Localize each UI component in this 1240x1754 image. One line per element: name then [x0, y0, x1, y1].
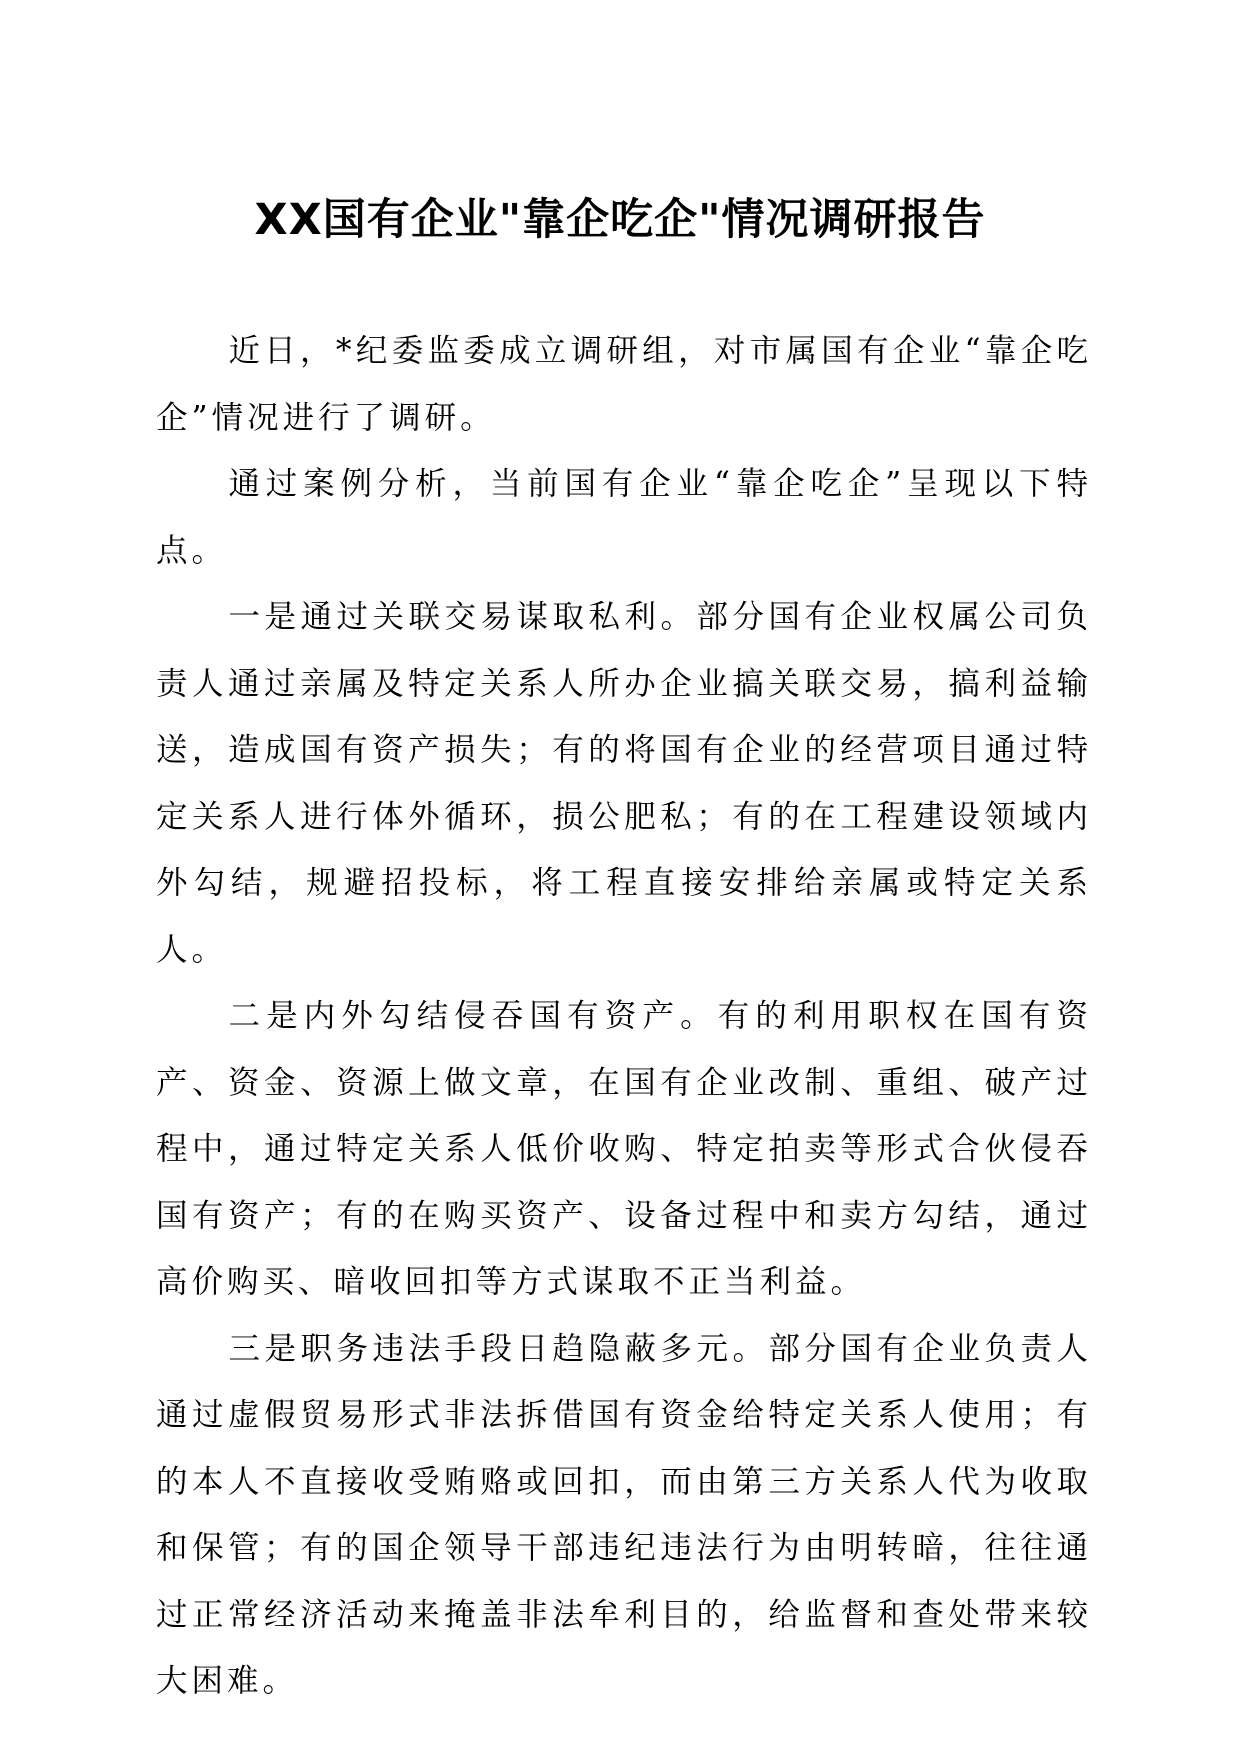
- paragraph-intro: 近日，*纪委监委成立调研组，对市属国有企业“靠企吃企”情况进行了调研。: [156, 333, 1092, 436]
- document-body: [156, 318, 1092, 1715]
- paragraph-point-two: 二是内外勾结侵吞国有资产。有的利用职权在国有资产、资金、资源上做文章，在国有企业改制、重组、破产过程中，通过特定关系人低价收购、特定拍卖等形式合伙侵吞国有资产；有的在购买资产、设备过程中和卖方勾结，通过高价购买、暗收回扣等方式谋取不正当利益。: [156, 998, 1092, 1300]
- document-title: XX国有企业"靠企吃企"情况调研报告: [254, 195, 986, 245]
- paragraph-summary: 通过案例分析，当前国有企业“靠企吃企”呈现以下特点。: [156, 466, 1092, 569]
- paragraph-point-three: 三是职务违法手段日趋隐蔽多元。部分国有企业负责人通过虚假贸易形式非法拆借国有资金给特定关系人使用；有的本人不直接收受贿赂或回扣，而由第三方关系人代为收取和保管；有的国企领导干部违纪违法行为由明转暗，往往通过正常经济活动来掩盖非法牟利目的，给监督和查处带来较大困难。: [156, 1330, 1092, 1699]
- paragraph-point-one: 一是通过关联交易谋取私利。部分国有企业权属公司负责人通过亲属及特定关系人所办企业搞关联交易，搞利益输送，造成国有资产损失；有的将国有企业的经营项目通过特定关系人进行体外循环，损公肥私；有的在工程建设领域内外勾结，规避招投标，将工程直接安排给亲属或特定关系人。: [156, 599, 1092, 968]
